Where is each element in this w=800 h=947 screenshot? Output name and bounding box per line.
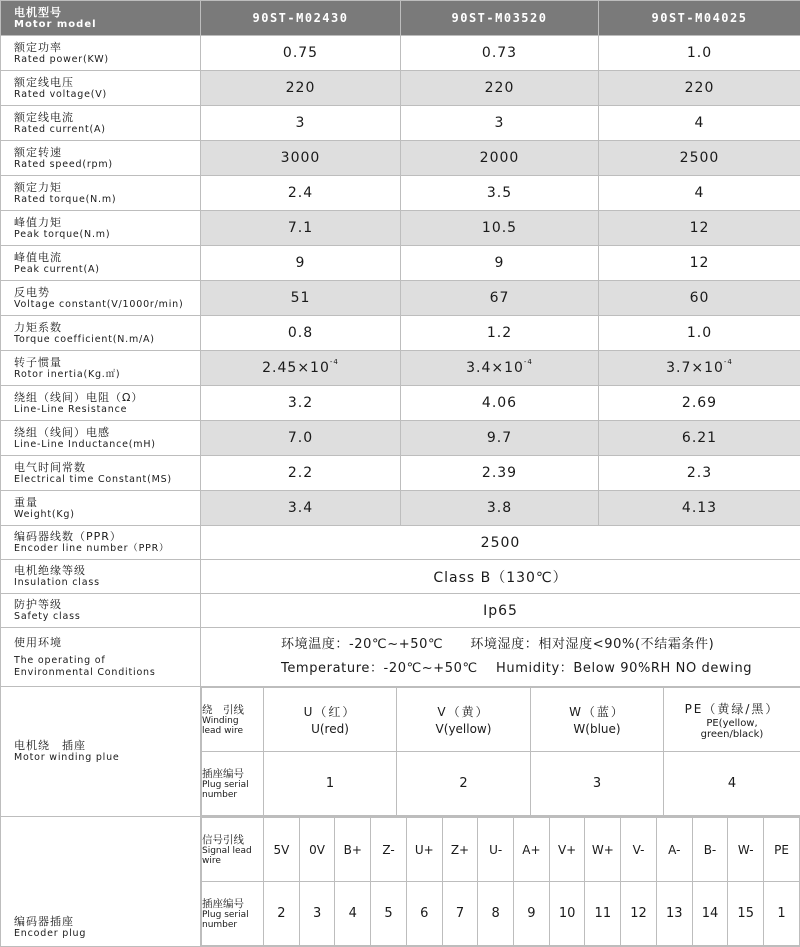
spec-label-cn: 峰值电流	[14, 251, 200, 264]
winding-lead-cn: 绕 引线	[202, 704, 263, 716]
winding-wire-cn: PE（黄绿/黑）	[664, 700, 800, 718]
spec-value-text: 2.2	[288, 465, 313, 481]
spec-label-cn: 绕组（线间）电阻（Ω）	[14, 391, 200, 404]
common-label-en: Safety class	[14, 611, 200, 623]
spec-value-text: 2500	[680, 150, 720, 166]
spec-row	[1, 316, 800, 351]
spec-value-text: 7.1	[288, 220, 313, 236]
spec-value	[201, 211, 401, 246]
spec-value	[599, 106, 800, 141]
winding-wire-cn: V（黄）	[397, 703, 530, 721]
encoder-serial-label	[202, 882, 264, 946]
spec-value	[599, 386, 800, 421]
spec-value-text: 0.75	[283, 45, 318, 61]
winding-wire-en: W(blue)	[531, 721, 663, 737]
winding-wire-cn: U（红）	[264, 703, 396, 721]
winding-lead-row	[202, 688, 800, 752]
encoder-subtable	[201, 817, 800, 946]
spec-value	[201, 176, 401, 211]
spec-label	[1, 106, 201, 141]
encoder-signal: 0V	[299, 818, 335, 882]
common-value: Class B（130℃）	[201, 560, 800, 594]
spec-value-text: 60	[690, 290, 710, 306]
environment-label	[1, 628, 201, 687]
encoder-pin-number: 4	[335, 882, 371, 946]
motor-model-label-cn: 电机型号	[1, 6, 200, 19]
spec-value-text: 4.13	[682, 500, 717, 516]
spec-value-text: 9	[495, 255, 505, 271]
encoder-pin-number: 8	[478, 882, 514, 946]
common-spec-row	[1, 594, 800, 628]
encoder-signal-en-2: wire	[202, 856, 221, 866]
spec-row	[1, 106, 800, 141]
spec-value	[599, 246, 800, 281]
spec-value-text: 2.39	[482, 465, 517, 481]
environment-label-en-1: The operating of	[14, 655, 200, 667]
header-row	[1, 1, 800, 36]
winding-wire-en-2: green/black)	[664, 729, 800, 740]
spec-row	[1, 386, 800, 421]
spec-value-text: 3	[495, 115, 505, 131]
common-label-en: Insulation class	[14, 577, 200, 589]
spec-value	[201, 386, 401, 421]
encoder-pin-number: 12	[621, 882, 657, 946]
winding-label-cn: 电机绕 插座	[14, 739, 200, 752]
encoder-pin-number: 6	[406, 882, 442, 946]
spec-value	[201, 71, 401, 106]
spec-label-en: Electrical time Constant(MS)	[14, 474, 200, 486]
spec-value-text: 10.5	[482, 220, 517, 236]
spec-row	[1, 491, 800, 526]
encoder-signal: B-	[692, 818, 728, 882]
spec-value-text: 4.06	[482, 395, 517, 411]
spec-label-en: Rated power(KW)	[14, 54, 200, 66]
spec-value-text: 2000	[480, 150, 520, 166]
spec-value	[201, 351, 401, 386]
exponent: -4	[724, 358, 733, 366]
spec-value-text: 7.0	[288, 430, 313, 446]
winding-row	[1, 687, 800, 817]
encoder-signal: PE	[764, 818, 800, 882]
spec-value-text: 12	[690, 220, 710, 236]
spec-label-en: Rated speed(rpm)	[14, 159, 200, 171]
winding-wire	[264, 688, 397, 752]
encoder-serial-cn: 插座编号	[202, 898, 263, 910]
encoder-table-cell	[201, 817, 800, 947]
spec-value	[401, 456, 599, 491]
spec-value	[401, 211, 599, 246]
spec-value-text: 0.73	[482, 45, 517, 61]
encoder-signal: A+	[514, 818, 550, 882]
encoder-signal: 5V	[264, 818, 300, 882]
spec-value-text: 6.21	[682, 430, 717, 446]
spec-value-text: 2.45×10	[262, 360, 330, 376]
spec-value	[201, 421, 401, 456]
winding-serial-en-1: Plug serial	[202, 780, 249, 790]
spec-label-cn: 额定线电流	[14, 111, 200, 124]
spec-label-en: Line-Line Inductance(mH)	[14, 439, 200, 451]
motor-model-label-en: Motor model	[1, 19, 200, 31]
spec-value-text: 1.0	[687, 45, 712, 61]
winding-serial-en-2: number	[202, 790, 237, 800]
spec-value	[401, 71, 599, 106]
encoder-pin-number: 9	[514, 882, 550, 946]
spec-value-text: 3000	[281, 150, 321, 166]
spec-value	[599, 456, 800, 491]
exponent: -4	[524, 358, 533, 366]
common-spec-row	[1, 526, 800, 560]
encoder-row	[1, 817, 800, 947]
spec-value-text: 3.7×10	[666, 360, 724, 376]
winding-plug-number: 4	[664, 752, 800, 816]
winding-wire-en: U(red)	[264, 721, 396, 737]
spec-row	[1, 351, 800, 386]
spec-value	[401, 176, 599, 211]
spec-value-text: 3.2	[288, 395, 313, 411]
spec-value-text: 3.4×10	[466, 360, 524, 376]
spec-value	[599, 316, 800, 351]
encoder-pin-number: 13	[656, 882, 692, 946]
spec-value	[201, 141, 401, 176]
winding-table-cell	[201, 687, 800, 817]
encoder-serial-row	[202, 882, 800, 946]
spec-label	[1, 421, 201, 456]
environment-label-en-2: Environmental Conditions	[14, 667, 200, 679]
encoder-signal-label	[202, 818, 264, 882]
spec-value-text: 4	[695, 115, 705, 131]
spec-label	[1, 211, 201, 246]
spec-label-cn: 峰值力矩	[14, 216, 200, 229]
spec-value	[201, 281, 401, 316]
spec-label-cn: 额定力矩	[14, 181, 200, 194]
spec-value	[201, 36, 401, 71]
winding-plug-number: 3	[531, 752, 664, 816]
spec-label-cn: 反电势	[14, 286, 200, 299]
encoder-signal-cn: 信号引线	[202, 834, 263, 846]
spec-value-text: 1.0	[687, 325, 712, 341]
encoder-pin-number: 10	[549, 882, 585, 946]
spec-value	[401, 351, 599, 386]
encoder-pin-number: 14	[692, 882, 728, 946]
environment-line-en: Temperature：-20℃~+50℃ Humidity：Below 90%RH NO dewing	[281, 657, 800, 681]
encoder-pin-number: 7	[442, 882, 478, 946]
spec-value	[401, 281, 599, 316]
common-label	[1, 560, 201, 594]
spec-label	[1, 316, 201, 351]
spec-value-text: 2.69	[682, 395, 717, 411]
spec-label-cn: 绕组（线间）电感	[14, 426, 200, 439]
spec-row	[1, 71, 800, 106]
encoder-pin-number: 11	[585, 882, 621, 946]
spec-row	[1, 421, 800, 456]
spec-label-cn: 重量	[14, 496, 200, 509]
environment-row	[1, 628, 800, 687]
winding-lead-label	[202, 688, 264, 752]
common-label-cn: 电机绝缘等级	[14, 564, 200, 577]
spec-value	[401, 141, 599, 176]
environment-value	[201, 628, 800, 687]
spec-label-en: Line-Line Resistance	[14, 404, 200, 416]
spec-value-text: 9.7	[487, 430, 512, 446]
spec-value	[201, 246, 401, 281]
spec-value-text: 67	[490, 290, 510, 306]
winding-plug-number: 1	[264, 752, 397, 816]
encoder-signal: V+	[549, 818, 585, 882]
encoder-label	[1, 817, 201, 947]
spec-value	[401, 36, 599, 71]
winding-subtable	[201, 687, 800, 816]
spec-label	[1, 456, 201, 491]
spec-label	[1, 176, 201, 211]
encoder-serial-en-1: Plug serial	[202, 910, 249, 920]
encoder-pin-number: 2	[264, 882, 300, 946]
encoder-signal: B+	[335, 818, 371, 882]
spec-value-text: 12	[690, 255, 710, 271]
spec-value	[599, 281, 800, 316]
spec-row	[1, 176, 800, 211]
encoder-pin-number: 1	[764, 882, 800, 946]
encoder-label-en: Encoder plug	[14, 928, 200, 940]
spec-value-text: 3.5	[487, 185, 512, 201]
common-value: 2500	[201, 526, 800, 560]
spec-value	[599, 141, 800, 176]
spec-value-text: 9	[296, 255, 306, 271]
exponent: -4	[330, 358, 339, 366]
model-header-3: 90ST-M04025	[599, 1, 800, 36]
spec-value	[201, 106, 401, 141]
winding-lead-en-2: lead wire	[202, 726, 243, 736]
spec-value-text: 220	[685, 80, 715, 96]
spec-label	[1, 491, 201, 526]
spec-value	[599, 211, 800, 246]
spec-row	[1, 456, 800, 491]
environment-label-cn: 使用环境	[14, 636, 200, 649]
spec-label	[1, 281, 201, 316]
spec-value	[201, 456, 401, 491]
spec-label-en: Rated current(A)	[14, 124, 200, 136]
spec-label-en: Voltage constant(V/1000r/min)	[14, 299, 200, 311]
encoder-signal: W-	[728, 818, 764, 882]
spec-label-en: Rated voltage(V)	[14, 89, 200, 101]
environment-line-cn: 环境温度：-20℃~+50℃ 环境湿度：相对湿度<90%(不结霜条件)	[281, 633, 800, 657]
winding-label-en: Motor winding plue	[14, 752, 200, 764]
spec-value-text: 3	[296, 115, 306, 131]
spec-label-en: Weight(Kg)	[14, 509, 200, 521]
encoder-pin-number: 5	[371, 882, 407, 946]
encoder-signal: Z+	[442, 818, 478, 882]
spec-label	[1, 351, 201, 386]
spec-label-cn: 额定线电压	[14, 76, 200, 89]
spec-value	[401, 316, 599, 351]
spec-label-cn: 电气时间常数	[14, 461, 200, 474]
spec-label-cn: 力矩系数	[14, 321, 200, 334]
spec-value-text: 220	[286, 80, 316, 96]
winding-label	[1, 687, 201, 817]
spec-value	[401, 421, 599, 456]
spec-label	[1, 386, 201, 421]
spec-label-en: Rated torque(N.m)	[14, 194, 200, 206]
spec-value-text: 3.4	[288, 500, 313, 516]
spec-label	[1, 71, 201, 106]
common-value: Ip65	[201, 594, 800, 628]
spec-row	[1, 246, 800, 281]
winding-wire-en: V(yellow)	[397, 721, 530, 737]
winding-wire-cn: W（蓝）	[531, 703, 663, 721]
winding-wire-en: PE(yellow,	[664, 718, 800, 729]
spec-label-cn: 额定功率	[14, 41, 200, 54]
spec-value-text: 3.8	[487, 500, 512, 516]
spec-value-text: 4	[695, 185, 705, 201]
encoder-pin-number: 3	[299, 882, 335, 946]
spec-value	[401, 106, 599, 141]
encoder-serial-en-2: number	[202, 920, 237, 930]
spec-value	[201, 491, 401, 526]
spec-row	[1, 211, 800, 246]
spec-label-cn: 额定转速	[14, 146, 200, 159]
spec-value	[599, 491, 800, 526]
encoder-signal: A-	[656, 818, 692, 882]
encoder-signal-en-1: Signal lead	[202, 846, 252, 856]
spec-value-text: 0.8	[288, 325, 313, 341]
spec-row	[1, 141, 800, 176]
spec-label-en: Torque coefficient(N.m/A)	[14, 334, 200, 346]
encoder-signal: Z-	[371, 818, 407, 882]
spec-value	[599, 351, 800, 386]
spec-value-text: 2.4	[288, 185, 313, 201]
spec-value	[201, 316, 401, 351]
model-header-2: 90ST-M03520	[401, 1, 599, 36]
encoder-signal: V-	[621, 818, 657, 882]
common-label-en: Encoder line number（PPR）	[14, 543, 200, 555]
spec-value-text: 51	[291, 290, 311, 306]
spec-value	[599, 421, 800, 456]
common-label-cn: 防护等级	[14, 598, 200, 611]
winding-wire	[531, 688, 664, 752]
spec-value-text: 2.3	[687, 465, 712, 481]
spec-value	[599, 71, 800, 106]
spec-row	[1, 281, 800, 316]
common-label	[1, 594, 201, 628]
winding-wire	[664, 688, 800, 752]
spec-label-en: Peak torque(N.m)	[14, 229, 200, 241]
spec-label	[1, 36, 201, 71]
spec-value	[401, 386, 599, 421]
spec-label	[1, 246, 201, 281]
spec-value	[401, 491, 599, 526]
winding-serial-label	[202, 752, 264, 816]
spec-value	[599, 176, 800, 211]
common-label	[1, 526, 201, 560]
spec-value	[599, 36, 800, 71]
winding-lead-en-1: Winding	[202, 716, 239, 726]
winding-wire	[397, 688, 531, 752]
spec-label	[1, 141, 201, 176]
encoder-signal: U+	[406, 818, 442, 882]
spec-value	[401, 246, 599, 281]
encoder-signal: W+	[585, 818, 621, 882]
common-label-cn: 编码器线数（PPR）	[14, 530, 200, 543]
common-spec-row	[1, 560, 800, 594]
winding-serial-row	[202, 752, 800, 816]
winding-plug-number: 2	[397, 752, 531, 816]
winding-serial-cn: 插座编号	[202, 768, 263, 780]
model-header-1: 90ST-M02430	[201, 1, 401, 36]
spec-row	[1, 36, 800, 71]
spec-label-cn: 转子惯量	[14, 356, 200, 369]
encoder-label-cn: 编码器插座	[14, 915, 200, 928]
encoder-signal-row	[202, 818, 800, 882]
motor-model-header	[1, 1, 201, 36]
encoder-signal: U-	[478, 818, 514, 882]
spec-label-en: Peak current(A)	[14, 264, 200, 276]
encoder-pin-number: 15	[728, 882, 764, 946]
spec-value-text: 220	[485, 80, 515, 96]
spec-value-text: 1.2	[487, 325, 512, 341]
spec-label-en: Rotor inertia(Kg.㎡)	[14, 369, 200, 381]
